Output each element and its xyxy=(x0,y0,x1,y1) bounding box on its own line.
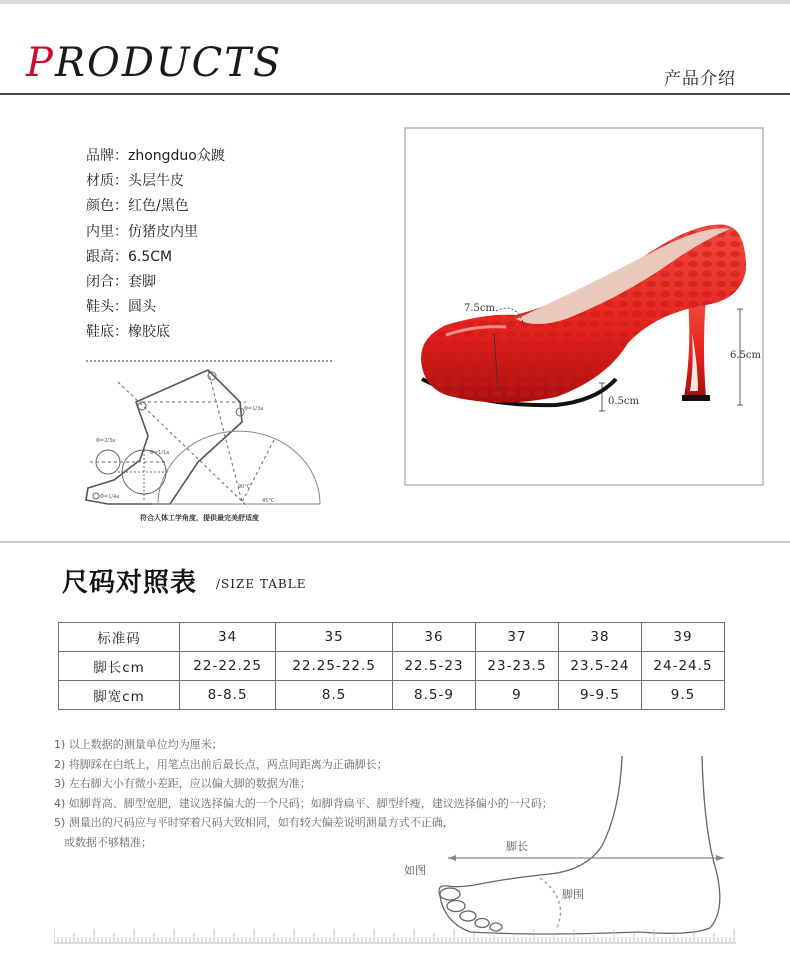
table-cell: 36 xyxy=(393,623,476,652)
table-row xyxy=(59,652,725,681)
foot-example-label: 如图 xyxy=(404,864,426,877)
photo-label-heel: 6.5cm xyxy=(730,350,761,361)
size-table-title: 尺码对照表 xyxy=(62,568,198,598)
diagram-caption: 符合人体工学角度，提供最完美舒适度 xyxy=(140,514,259,522)
table-cell: 38 xyxy=(558,623,641,652)
note-item: 4) 如脚背高、脚型宽肥，建议选择偏大的一个尺码；如脚背扁平、脚型纤瘦，建议选择偏小的一尺码； xyxy=(54,796,553,810)
page-title xyxy=(26,40,282,86)
table-cell: 8.5 xyxy=(276,681,393,710)
table-cell: 22.25-22.5 xyxy=(276,652,393,681)
spec-color: 颜色：红色/黑色 xyxy=(86,198,189,215)
table-cell: 39 xyxy=(641,623,724,652)
diagram-label-5: 90°C xyxy=(238,484,251,490)
diagram-label-1: Φ=1/3a xyxy=(244,406,264,412)
table-cell: 9-9.5 xyxy=(558,681,641,710)
diagram-label-2: Φ=2/3a xyxy=(96,438,116,444)
table-cell: 34 xyxy=(180,623,276,652)
diagram-label-3: Φ=1/1a xyxy=(150,450,170,456)
note-item: 2) 将脚踩在白纸上，用笔点出前后最长点，两点间距离为正确脚长； xyxy=(54,757,388,771)
spec-brand: 品牌：zhongduo众踱 xyxy=(86,148,225,164)
page-title-initial: P xyxy=(26,40,55,86)
row-header: 脚宽cm xyxy=(59,681,180,710)
table-cell: 8.5-9 xyxy=(393,681,476,710)
page-title-cn: 产品介绍 xyxy=(664,69,736,89)
header-divider xyxy=(0,93,790,95)
spec-lining: 内里：仿猪皮内里 xyxy=(86,223,198,240)
row-header: 脚长cm xyxy=(59,652,180,681)
table-cell: 23.5-24 xyxy=(558,652,641,681)
spec-heel-height: 跟高：6.5CM xyxy=(86,248,173,265)
ruler xyxy=(54,928,736,944)
product-photo xyxy=(406,129,762,484)
table-cell: 24-24.5 xyxy=(641,652,724,681)
table-cell: 22.5-23 xyxy=(393,652,476,681)
table-row xyxy=(59,623,725,652)
note-item: 或数据不够精准； xyxy=(64,835,152,849)
spec-list xyxy=(86,144,386,346)
spec-material: 材质：头层牛皮 xyxy=(86,173,184,190)
table-cell: 35 xyxy=(276,623,393,652)
table-cell: 9.5 xyxy=(641,681,724,710)
table-row xyxy=(59,681,725,710)
table-cell: 23-23.5 xyxy=(475,652,558,681)
top-divider xyxy=(0,0,790,4)
note-item: 5) 测量出的尺码应与平时穿着尺码大致相同，如有较大偏差说明测量方式不正确， xyxy=(54,816,454,830)
ergonomic-diagram xyxy=(78,362,340,532)
photo-label-toe: 7.5cm xyxy=(464,303,495,314)
size-table-subtitle: /SIZE TABLE xyxy=(216,577,307,591)
foot-measure-illustration xyxy=(340,750,760,940)
note-item: 3) 左右脚大小有微小差距，应以偏大脚的数据为准； xyxy=(54,777,311,791)
foot-length-label: 脚长 xyxy=(506,840,528,853)
photo-label-sole: 0.5cm xyxy=(608,396,639,407)
row-header: 标准码 xyxy=(59,623,180,652)
section-divider xyxy=(0,541,790,543)
table-cell: 9 xyxy=(475,681,558,710)
foot-girth-label: 脚围 xyxy=(562,888,584,901)
page-title-rest: RODUCTS xyxy=(54,40,283,86)
diagram-label-4: Φ=1/4a xyxy=(100,494,120,500)
spec-sole: 鞋底：橡胶底 xyxy=(86,324,170,341)
table-cell: 37 xyxy=(475,623,558,652)
spec-toe: 鞋头：圆头 xyxy=(86,299,156,316)
table-cell: 22-22.25 xyxy=(180,652,276,681)
diagram-label-6: 45°C xyxy=(262,498,275,504)
size-table xyxy=(58,622,725,710)
table-cell: 8-8.5 xyxy=(180,681,276,710)
note-item: 1) 以上数据的测量单位均为厘米； xyxy=(54,738,223,751)
spec-closure: 闭合：套脚 xyxy=(86,274,156,291)
